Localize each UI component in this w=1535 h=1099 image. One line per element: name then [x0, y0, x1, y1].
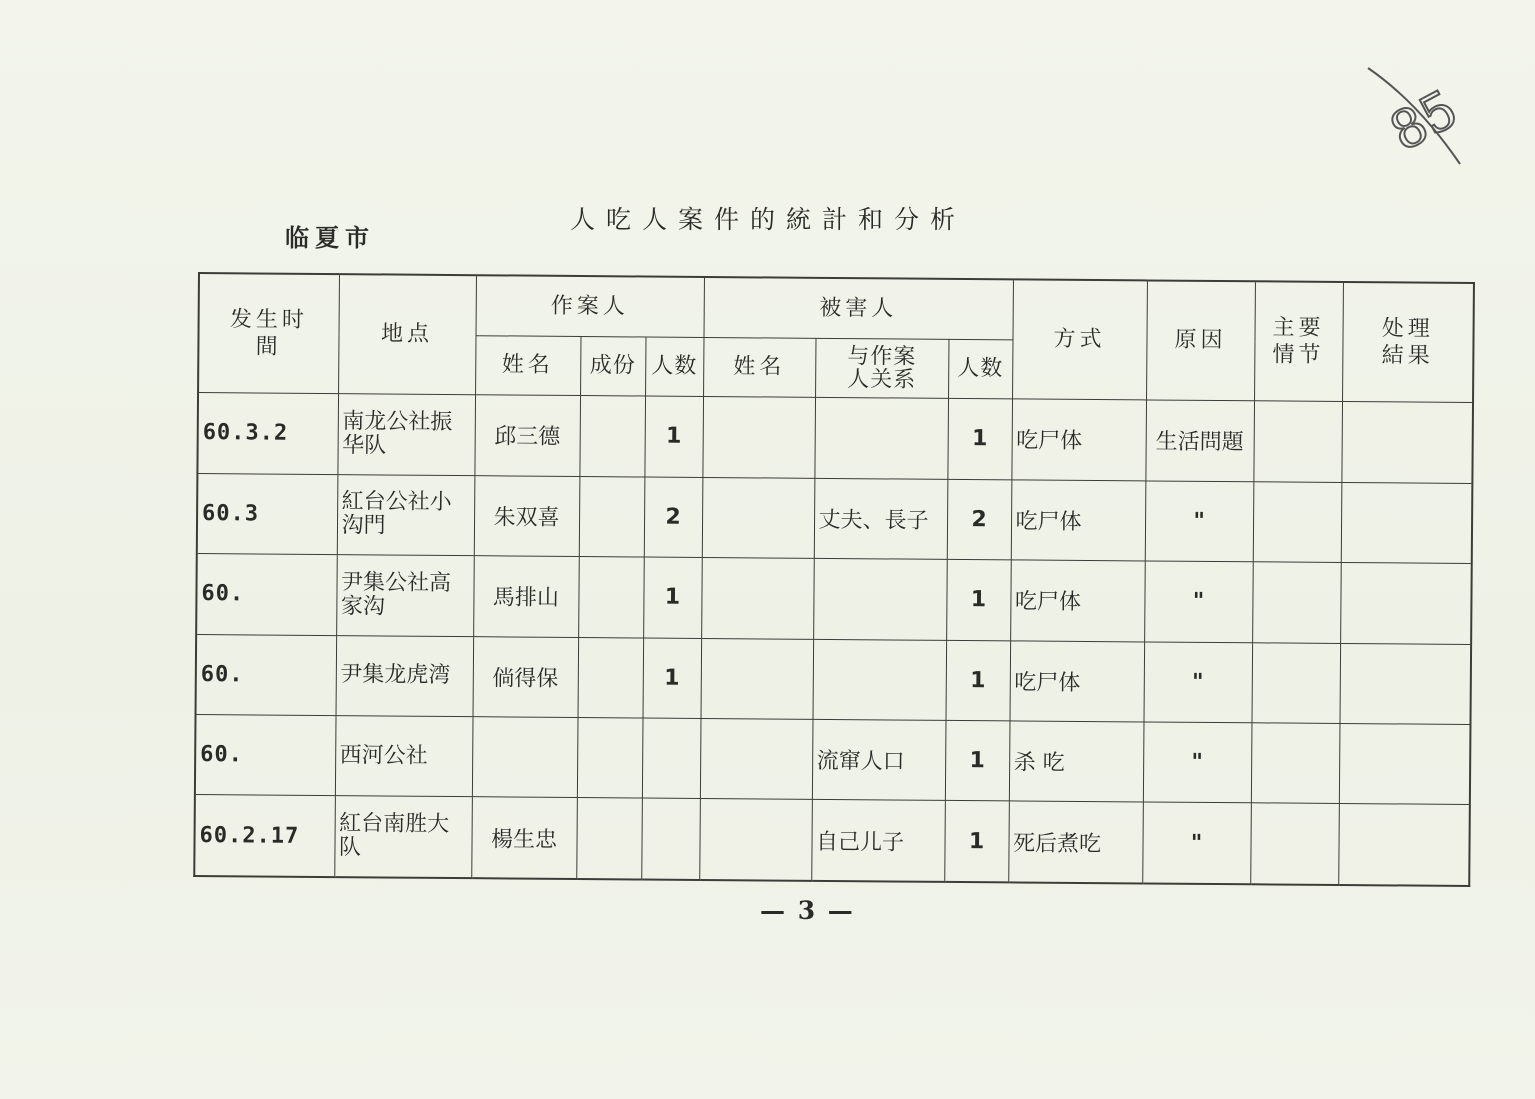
table-row [197, 393, 1473, 483]
cell-outcome [1340, 643, 1472, 724]
cell-perp-name: 邱三德 [474, 395, 580, 476]
cell-relation [814, 397, 948, 479]
cell-method: 死后煮吃 [1008, 801, 1143, 883]
cannibalism-case-table [193, 272, 1475, 887]
cell-perp-class [578, 557, 644, 638]
header-outcome: 处理結果 [1342, 282, 1474, 403]
cell-outcome [1339, 723, 1471, 804]
cell-perp-count [642, 718, 701, 799]
cell-victim-count: 2 [947, 479, 1012, 560]
cell-victim-name [701, 638, 814, 719]
cell-outcome [1340, 563, 1472, 644]
cell-method: 杀 吃 [1009, 721, 1144, 803]
cell-victim-count: 1 [946, 559, 1011, 640]
cell-details [1251, 723, 1340, 804]
table-row [197, 473, 1473, 563]
header-details: 主要情节 [1254, 281, 1343, 401]
cell-time: 60.3.2 [197, 393, 338, 475]
cell-perp-count: 1 [644, 396, 703, 477]
cell-perp-name: 倘得保 [473, 636, 579, 717]
cell-details [1253, 401, 1342, 482]
header-perp-class: 成份 [580, 336, 645, 396]
cell-perp-count [641, 798, 700, 879]
cell-perp-count: 2 [644, 477, 703, 558]
cell-details [1252, 642, 1341, 723]
table-row [194, 795, 1470, 886]
cell-relation: 自己儿子 [811, 800, 945, 882]
cell-perp-class [578, 637, 644, 718]
cell-method: 吃尸体 [1010, 640, 1145, 722]
page-number: — 3 — [760, 896, 855, 925]
header-time: 发生时間 [198, 273, 339, 394]
cell-time: 60.2.17 [194, 795, 335, 877]
cell-victim-name [699, 799, 812, 881]
cell-method: 吃尸体 [1011, 399, 1146, 481]
cell-relation: 流窜人口 [812, 719, 946, 801]
table-header-row [199, 273, 1474, 343]
cell-reason-ditto: " [1143, 722, 1252, 803]
cell-place: 尹集公社高家沟 [336, 555, 474, 637]
cell-method: 吃尸体 [1010, 560, 1145, 642]
cell-perp-count: 1 [643, 638, 702, 719]
cell-victim-count: 1 [946, 640, 1011, 721]
cell-outcome [1341, 402, 1473, 483]
cell-outcome [1341, 482, 1473, 563]
svg-text:85: 85 [1380, 79, 1468, 164]
cell-victim-name [702, 397, 815, 478]
cell-place: 紅台公社小沟門 [337, 474, 475, 556]
cell-time: 60. [195, 715, 336, 797]
table-row [195, 715, 1471, 805]
cell-time: 60.3 [197, 473, 338, 555]
document-title: 人吃人案件的統計和分析 [570, 205, 967, 234]
cell-details [1250, 803, 1339, 885]
cell-victim-count: 1 [944, 801, 1009, 883]
header-place: 地点 [338, 274, 476, 395]
cell-victim-name [700, 718, 813, 799]
header-reason: 原因 [1146, 280, 1255, 400]
handwritten-archive-number [1360, 60, 1480, 170]
cell-perp-name [472, 717, 578, 798]
table-row [196, 634, 1472, 724]
cell-victim-name [702, 477, 815, 558]
cell-victim-name [701, 558, 814, 639]
cell-reason: 生活問題 [1145, 400, 1254, 481]
cell-perp-class [579, 396, 645, 477]
cell-perp-name: 楊生忠 [471, 797, 577, 879]
cell-perp-count: 1 [643, 557, 702, 638]
header-victim-name: 姓名 [703, 337, 815, 397]
cell-place: 紅台南胜大队 [334, 796, 472, 878]
cell-reason-ditto: " [1144, 561, 1253, 642]
cell-perp-class [579, 476, 645, 557]
cell-reason-ditto: " [1144, 641, 1253, 722]
cell-perp-class [577, 718, 643, 799]
cell-details [1252, 562, 1341, 643]
cell-relation: 丈夫、長子 [814, 478, 948, 560]
city-label: 临夏市 [285, 223, 375, 252]
cell-reason-ditto: " [1142, 802, 1251, 884]
cell-victim-count: 1 [945, 720, 1010, 801]
cell-relation [813, 639, 947, 721]
cell-method: 吃尸体 [1011, 480, 1146, 562]
header-victim-relation: 与作案人关系 [815, 338, 948, 399]
cell-details [1253, 481, 1342, 562]
header-victim-group: 被害人 [704, 277, 1013, 340]
cell-place: 西河公社 [335, 716, 473, 798]
cell-victim-count: 1 [947, 399, 1012, 480]
cell-perp-class [576, 798, 642, 880]
table-row [196, 554, 1472, 644]
cell-time: 60. [196, 554, 337, 636]
header-perp-name: 姓名 [475, 335, 580, 395]
header-perp-count: 人数 [645, 337, 703, 397]
cell-place: 尹集龙虎湾 [336, 635, 474, 717]
cell-place: 南龙公社振华队 [337, 394, 475, 476]
cell-time: 60. [196, 634, 337, 716]
cell-perp-name: 馬排山 [473, 556, 579, 637]
header-victim-count: 人数 [948, 339, 1012, 399]
header-perpetrator-group: 作案人 [476, 275, 704, 337]
cell-relation [813, 558, 947, 640]
cell-reason-ditto: " [1145, 481, 1254, 562]
header-method: 方式 [1012, 279, 1147, 400]
cell-outcome [1338, 804, 1470, 886]
cell-perp-name: 朱双喜 [474, 475, 580, 556]
